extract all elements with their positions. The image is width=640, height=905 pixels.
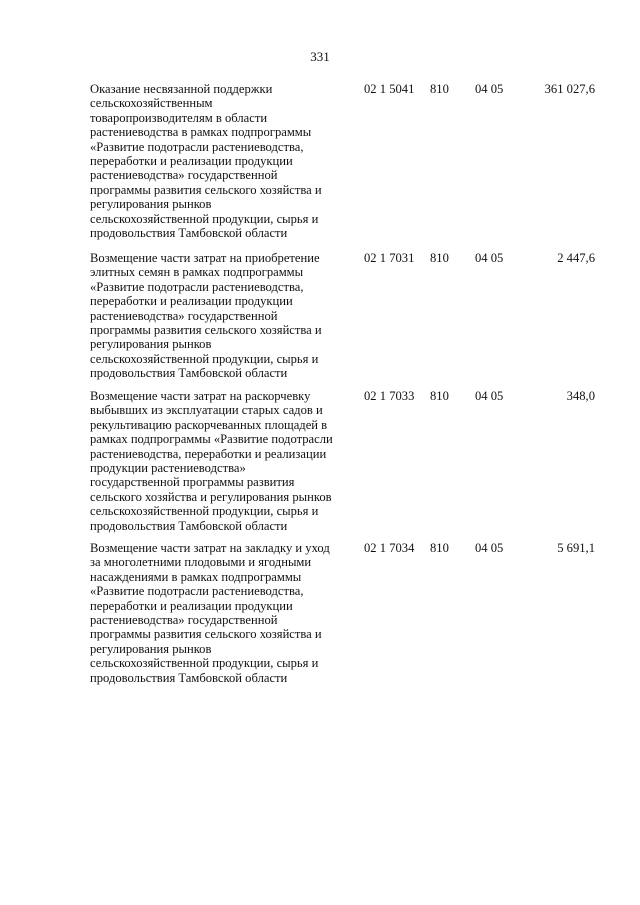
row-expense-type: 810 bbox=[430, 541, 449, 555]
row-section-code: 04 05 bbox=[475, 82, 504, 96]
row-section-code: 04 05 bbox=[475, 389, 504, 403]
row-amount: 2 447,6 bbox=[557, 251, 595, 265]
row-description: Возмещение части затрат на раскорчевку выбывших из эксплуатации старых садов и рекультивацию раскорчеванных площадей в рамках подпрограммы «Развитие подотрасли растениеводства, переработки и реализации продукции растениеводства» государственной программы развития сельского хозяйства и регулирования рынков сельскохозяйственной продукции, сырья и продовольствия Тамбовской области bbox=[90, 389, 333, 533]
row-target-code: 02 1 7033 bbox=[364, 389, 415, 403]
row-target-code: 02 1 5041 bbox=[364, 82, 415, 96]
row-section-code: 04 05 bbox=[475, 541, 504, 555]
row-amount: 361 027,6 bbox=[544, 82, 595, 96]
row-amount: 5 691,1 bbox=[557, 541, 595, 555]
row-description: Возмещение части затрат на приобретение элитных семян в рамках подпрограммы «Развитие подотрасли растениеводства, переработки и реализации продукции растениеводства» государственной программы развития сельского хозяйства и регулирования рынков сельскохозяйственной продукции, сырья и продовольствия Тамбовской области bbox=[90, 251, 322, 381]
row-section-code: 04 05 bbox=[475, 251, 504, 265]
row-expense-type: 810 bbox=[430, 251, 449, 265]
row-description: Оказание несвязанной поддержки сельскохозяйственным товаропроизводителям в области растениеводства в рамках подпрограммы «Развитие подотрасли растениеводства, переработки и реализации продукции растениеводства» государственной программы развития сельского хозяйства и регулирования рынков сельскохозяйственной продукции, сырья и продовольствия Тамбовской области bbox=[90, 82, 322, 241]
row-target-code: 02 1 7034 bbox=[364, 541, 415, 555]
row-target-code: 02 1 7031 bbox=[364, 251, 415, 265]
row-expense-type: 810 bbox=[430, 82, 449, 96]
row-amount: 348,0 bbox=[566, 389, 595, 403]
page-number: 331 bbox=[310, 49, 330, 64]
row-description: Возмещение части затрат на закладку и уход за многолетними плодовыми и ягодными насаждениями в рамках подпрограммы «Развитие подотрасли растениеводства, переработки и реализации продукции растениеводства» государственной программы развития сельского хозяйства и регулирования рынков сельскохозяйственной продукции, сырья и продовольствия Тамбовской области bbox=[90, 541, 330, 685]
row-expense-type: 810 bbox=[430, 389, 449, 403]
